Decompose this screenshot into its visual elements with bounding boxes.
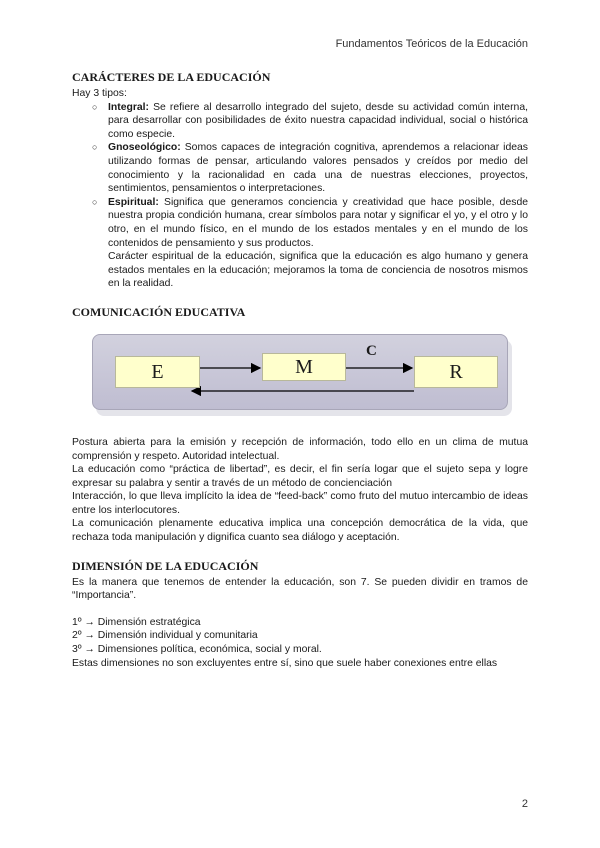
box-mensaje: M <box>262 353 346 381</box>
section-caracteres <box>72 70 528 291</box>
dimension-item-3: 3º → Dimensiones política, económica, social y moral. <box>72 644 322 656</box>
list-item-extra <box>108 250 528 291</box>
section-dimension <box>72 559 528 671</box>
caracteres-list <box>72 101 528 291</box>
item-text-integral: Se refiere al desarrollo integrado del sujeto, desde su actividad común interna, para desarrollar con posibilidades de éxito nuestra capacidad individual, social o histórica como especie. <box>108 101 528 140</box>
bullet-icon: ○ <box>92 101 98 112</box>
page-header: Fundamentos Teóricos de la Educación <box>335 38 528 50</box>
term-espiritual: Espiritual: <box>108 196 159 208</box>
item-text-gnoseologico: Somos capaces de integración cognitiva, aprendemos a relacionar ideas utilizando formas de pensar, articulando valores pensados y creídos por medio del conocimiento y la racionalidad en cada una de nuestras elecciones, proyectos, sentimientos, pensamientos o interpretaciones. <box>108 142 528 195</box>
comunicacion-paragraph-1: Postura abierta para la emisión y recepción de información, todo ello en un clima de mutua comprensión y respeto. Autoridad intelectual. <box>72 436 528 462</box>
bullet-icon: ○ <box>92 142 98 153</box>
caracteres-intro: Hay 3 tipos: <box>72 88 127 99</box>
communication-diagram <box>72 328 528 428</box>
dimension-closing: Estas dimensiones no son excluyentes entre sí, sino que suele haber conexiones entre ellas <box>72 657 498 669</box>
comunicacion-paragraph-4: La comunicación plenamente educativa implica una concepción democrática de la vida, que rechaza toda manipulación y dignifica cuanto sea diálogo y aceptación. <box>72 518 528 544</box>
section-title-caracteres: CARÁCTERES DE LA EDUCACIÓN <box>72 70 271 84</box>
comunicacion-paragraph-3: Interacción, lo que lleva implícito la idea de “feed-back” como fruto del mutuo intercambio de ideas entre los interlocutores. <box>72 491 528 516</box>
section-comunicacion <box>72 305 528 545</box>
section-title-comunicacion: COMUNICACIÓN EDUCATIVA <box>72 304 246 319</box>
term-integral: Integral: <box>108 101 149 113</box>
label-canal: C <box>366 342 377 359</box>
list-item-espiritual <box>92 196 528 250</box>
box-receptor: R <box>414 356 498 388</box>
list-item-integral <box>92 101 528 142</box>
caracteres-extra-text: Carácter espiritual de la educación, significa que la educación es algo humano y genera estados mentales en la educación; mejoramos la toma de conciencia de nosotros mismos en la realidad. <box>108 251 528 290</box>
list-item-gnoseologico <box>92 141 528 195</box>
bullet-icon: ○ <box>92 196 98 207</box>
dimension-intro: Es la manera que tenemos de entender la educación, son 7. Se pueden dividir en tramos de “Importancia”. <box>72 576 528 602</box>
item-text-espiritual: Significa que generamos conciencia y creatividad que hace posible, desde nuestra propia condición humana, crear símbolos para notar y significar el yo, y el otro y lo otro, en el mundo físico, en el mundo de los estados mentales y en el mundo de los contenidos de pensamiento y sus productos. <box>108 196 528 249</box>
dimension-item-1: 1º → Dimensión estratégica <box>72 616 201 628</box>
term-gnoseologico: Gnoseológico: <box>108 142 181 154</box>
box-emisor: E <box>115 356 200 388</box>
page-number: 2 <box>521 798 528 810</box>
dimension-item-2: 2º → Dimensión individual y comunitaria <box>72 630 258 642</box>
section-title-dimension: DIMENSIÓN DE LA EDUCACIÓN <box>72 558 259 573</box>
comunicacion-paragraph-2: La educación como “práctica de libertad”, es decir, el fin sería logar que el sujeto sepa y logre expresar su palabra y sentir a través de un método de concienciación <box>72 464 528 489</box>
document-body <box>72 70 528 684</box>
